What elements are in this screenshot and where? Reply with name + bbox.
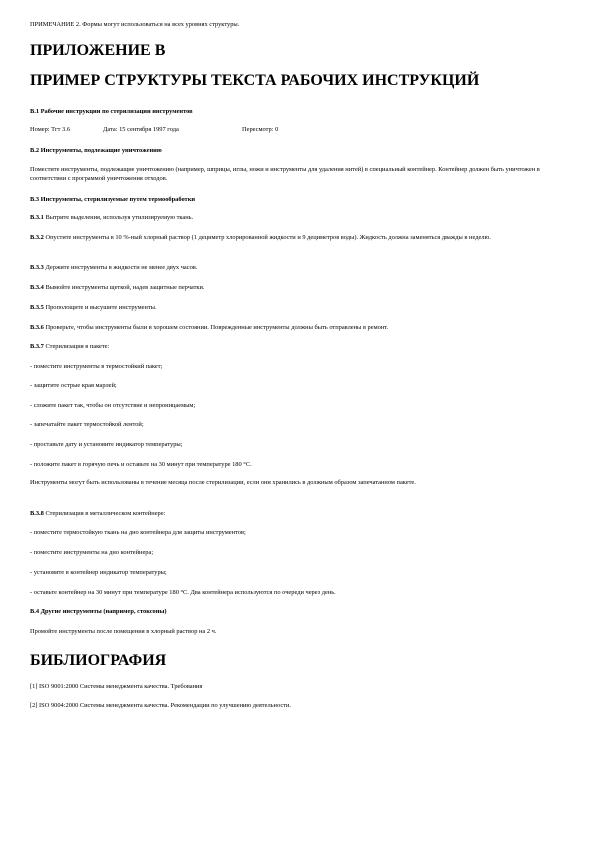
step-number: В.3.7 [30,343,44,350]
step-number: В.3.4 [30,284,44,291]
list-item: - установите в контейнер индикатор температуры; [30,569,167,576]
bibliography-heading: БИБЛИОГРАФИЯ [30,652,167,669]
step-number: В.3.5 [30,304,44,311]
appendix-title: ПРИМЕР СТРУКТУРЫ ТЕКСТА РАБОЧИХ ИНСТРУКЦИЙ [30,72,480,89]
bibliography-entry: [1] ISO 9001:2000 Системы менеджмента качества. Требования [30,683,203,690]
note-text: ПРИМЕЧАНИЕ 2. Формы могут использоваться на всех уровнях структуры. [30,21,240,28]
step-text: Держите инструменты в жидкости не менее двух часов. [45,264,198,271]
instruction-date: Дата: 15 сентября 1997 года [103,126,179,133]
section-b3-heading: В.3 Инструменты, стерилизуемые путем термообработки [30,196,196,203]
list-item: - положите пакет в горячую печь и оставьте на 30 минут при температуре 180 °С. [30,461,252,468]
step [30,510,165,519]
list-item: - сложите пакет так, чтобы он отсутствие и непроницаемым; [30,402,196,409]
section-b2-text: Поместите инструменты, подлежащие уничтожению (например, шприцы, иглы, ножи и инструменты для удаления нитей) в специальный контейнер. Контейнер должен быть уничтожен в соответствии с программой уничтожения отходов. [30,166,540,182]
step [30,324,388,333]
list-item: - проставьте дату и установите индикатор температуры; [30,441,183,448]
list-item: - запечатайте пакет термостойкой лентой; [30,421,144,428]
step [30,234,550,243]
step-text: Стерилизация в пакете: [45,343,110,350]
step-number: В.3.6 [30,324,44,331]
list-item: - поместите инструменты на дно контейнера; [30,549,154,556]
instruction-revision: Пересмотр: 0 [242,126,279,133]
instruction-meta [30,126,278,135]
step-text: Проверьте, чтобы инструменты были в хорошем состоянии. Поврежденные инструменты должны быть отправлены в ремонт. [45,324,389,331]
step-text: Вымойте инструменты щеткой, надев защитные перчатки. [45,284,205,291]
step [30,343,109,352]
section-b1-heading: В.1 Рабочие инструкции по стерилизации инструментов [30,108,193,115]
bag-usage-note: Инструменты могут быть использованы в течение месяца после стерилизации, если они хранились в должным образом запечатанном пакете. [30,479,416,486]
list-item: - поместите инструменты в термостойкий пакет; [30,363,163,370]
step-text: Опустите инструменты в 10 %-ный хлорный раствор (1 дециметр хлорированной жидкости и 9 дециметров воды). Жидкость должна заменяться дважды в неделю. [45,234,491,241]
list-item: - защитите острые края марлей; [30,382,117,389]
section-b2-heading: В.2 Инструменты, подлежащие уничтожению [30,147,162,154]
step-text: Прополощите и высушите инструменты. [45,304,157,311]
step-number: В.3.8 [30,510,44,517]
step [30,304,157,313]
bibliography-entry: [2] ISO 9004:2000 Системы менеджмента качества. Рекомендации по улучшению деятельности. [30,702,291,709]
step-number: В.3.1 [30,214,44,221]
step [30,264,197,273]
step [30,214,193,223]
list-item: - оставьте контейнер на 30 минут при температуре 180 °С. Два контейнера используются по очереди через день. [30,589,336,596]
step-number: В.3.3 [30,264,44,271]
section-b4-heading: В.4 Другие инструменты (например, стоксоны) [30,608,167,615]
list-item: - поместите термостойкую ткань на дно контейнера для защиты инструментов; [30,529,246,536]
step-text: Вытрите выделения, используя утилизируемую ткань. [45,214,194,221]
section-b4-text: Промойте инструменты после помещения в хлорный раствор на 2 ч. [30,628,217,635]
step-text: Стерилизация в металлическом контейнере: [45,510,166,517]
instruction-number: Номер: Тгт 3.6 [30,126,71,133]
step [30,284,205,293]
appendix-heading: ПРИЛОЖЕНИЕ В [30,42,166,59]
step-number: В.3.2 [30,234,44,241]
